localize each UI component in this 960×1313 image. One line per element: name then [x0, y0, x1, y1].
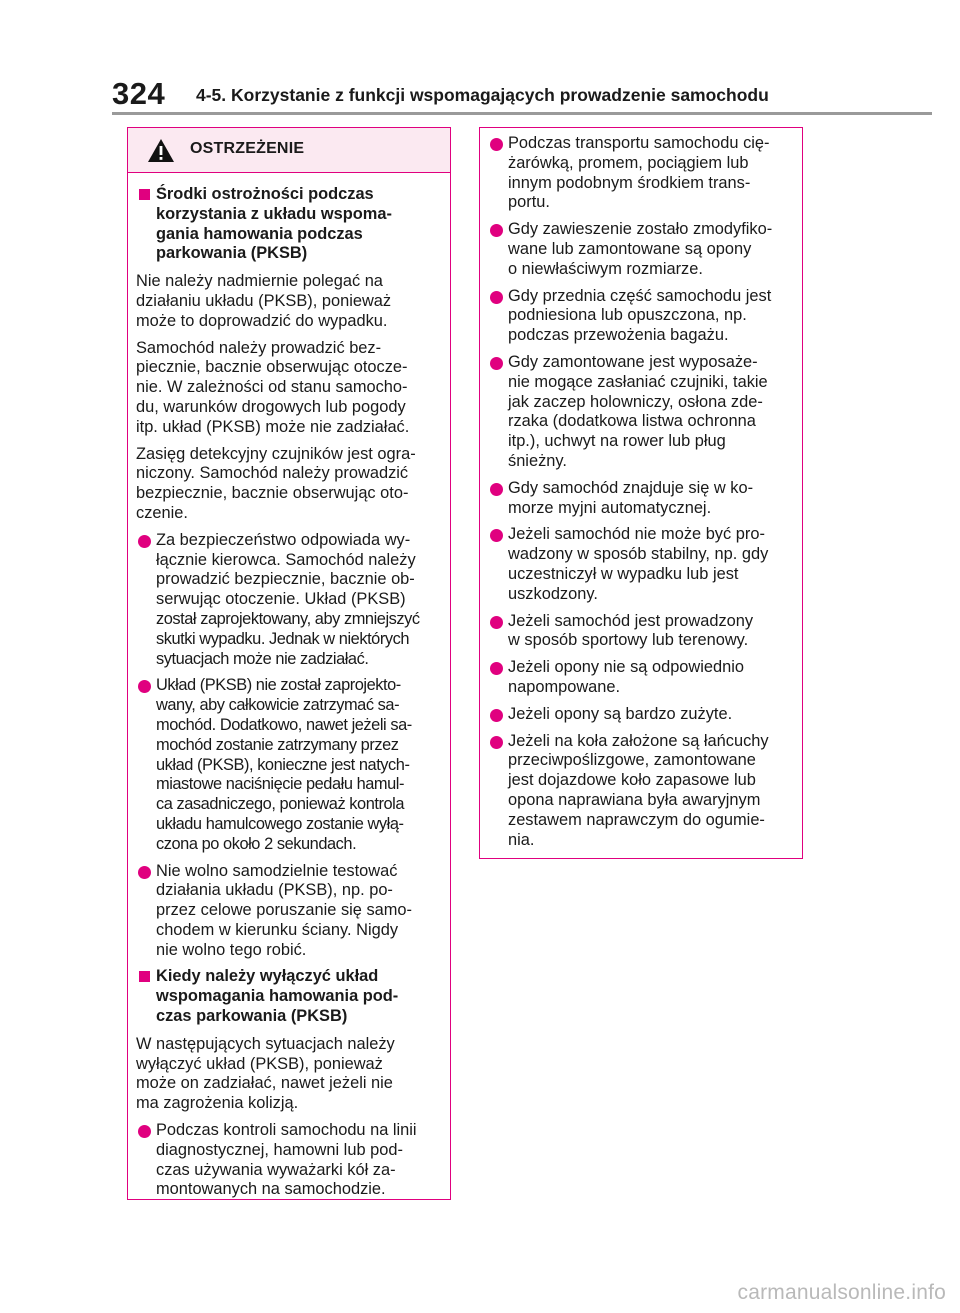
- bullet-item: [136, 676, 444, 854]
- bullet-text: Układ (PKSB) nie został zaprojekto- wany, aby całkowicie zatrzymać sa- mochód. Dodatkowo, nawet jeżeli sa- mochód zostanie zatrzymany przez układ (PKSB), konieczne jest natych- miastowe naciśnięcie pedału hamul- ca zasadniczego, ponieważ kontrola układu hamulcowego zostanie wyłą- czona po około 2 sekundach.: [156, 676, 412, 853]
- bullet-text-condensed: został zaprojektowany, aby zmniejszyć skutki wypadku. Jednak w niektórych sytuacjach może nie zadziałać.: [156, 609, 420, 668]
- round-bullet-icon: [490, 357, 503, 370]
- round-bullet-icon: [490, 291, 503, 304]
- paragraph: Nie należy nadmiernie polegać na działaniu układu (PKSB), ponieważ może to doprowadzić do wypadku.: [136, 272, 392, 330]
- subheading-text: Kiedy należy wyłączyć układ wspomagania hamowania pod- czas parkowania (PKSB): [156, 967, 399, 1026]
- warning-title: OSTRZEŻENIE: [190, 140, 305, 157]
- round-bullet-icon: [490, 138, 503, 151]
- bullet-item: [488, 353, 796, 472]
- bullet-item: [488, 134, 796, 213]
- page-number: 324: [112, 76, 166, 111]
- bullet-text: Gdy przednia część samochodu jest podniesiona lub opuszczona, np. podczas przewożenia bagażu.: [508, 286, 772, 345]
- bullet-text: Za bezpieczeństwo odpowiada wy- łącznie kierowca. Samochód należy prowadzić bezpiecznie, bacznie ob- serwując otoczenie. Układ (PKSB): [156, 530, 416, 609]
- bullet-text: Gdy zawieszenie zostało zmodyfiko- wane lub zamontowane są opony o niewłaściwym rozmiarze.: [508, 220, 773, 278]
- round-bullet-icon: [490, 709, 503, 722]
- warning-box-left: [127, 127, 451, 1200]
- round-bullet-icon: [138, 535, 151, 548]
- bullet-text: Jeżeli samochód jest prowadzony w sposób sportowy lub terenowy.: [508, 611, 754, 650]
- bullet-text: Gdy samochód znajduje się w ko- morze myjni automatycznej.: [508, 478, 754, 517]
- bullet-item: [488, 287, 796, 346]
- bullet-item: [488, 220, 796, 279]
- round-bullet-icon: [138, 680, 151, 693]
- round-bullet-icon: [138, 866, 151, 879]
- paragraph: Zasięg detekcyjny czujników jest ogra- niczony. Samochód należy prowadzić bezpiecznie, bacznie obserwując oto- czenie.: [136, 444, 416, 522]
- round-bullet-icon: [490, 616, 503, 629]
- bullet-item: [488, 612, 796, 652]
- bullet-item: [488, 732, 796, 851]
- bullet-item: [136, 531, 444, 670]
- bullet-text: Nie wolno samodzielnie testować działania układu (PKSB), np. po- przez celowe poruszanie się samo- chodem w kierunku ściany. Nigdy nie wolno tego robić.: [156, 861, 412, 959]
- paragraph: Samochód należy prowadzić bez- piecznie, bacznie obserwując otocze- nie. W zależności od stanu samocho- du, warunków drogowych lub pogody itp. układ (PKSB) może nie zadziałać.: [136, 338, 410, 436]
- paragraph: W następujących sytuacjach należy wyłączyć układ (PKSB), ponieważ może on zadziałać, nawet jeżeli nie ma zagrożenia kolizją.: [136, 1034, 395, 1113]
- round-bullet-icon: [490, 224, 503, 237]
- bullet-text: Podczas transportu samochodu cię- żarówką, promem, pociągiem lub innym podobnym środkiem trans- portu.: [508, 134, 770, 212]
- subheading-text: Środki ostrożności podczas korzystania z układu wspoma- gania hamowania podczas parkowania (PKSB): [156, 185, 392, 263]
- warning-content-right: [480, 128, 802, 850]
- warning-header: [128, 128, 450, 173]
- round-bullet-icon: [490, 736, 503, 749]
- warning-triangle-icon: [147, 138, 175, 163]
- bullet-item: [136, 1121, 444, 1200]
- bullet-text: Podczas kontroli samochodu na linii diagnostycznej, hamowni lub pod- czas używania wyważarki kół za- montowanych na samochodzie.: [156, 1121, 417, 1199]
- bullet-item: [488, 658, 796, 698]
- square-bullet-icon: [139, 189, 150, 200]
- warning-content-left: [128, 173, 450, 1200]
- bullet-text: Gdy zamontowane jest wyposaże- nie mogące zasłaniać czujniki, takie jak zaczep holowniczy, osłona zde- rzaka (dodatkowa listwa ochronna itp.), uchwyt na rower lub pług śnieżny.: [508, 352, 768, 470]
- round-bullet-icon: [490, 483, 503, 496]
- subheading: [136, 185, 444, 264]
- section-title: 4-5. Korzystanie z funkcji wspomagających prowadzenie samochodu: [196, 85, 769, 105]
- round-bullet-icon: [490, 529, 503, 542]
- round-bullet-icon: [138, 1125, 151, 1138]
- square-bullet-icon: [139, 971, 150, 982]
- site-watermark: carmanualsonline.info: [737, 1281, 946, 1304]
- bullet-item: [488, 705, 796, 725]
- bullet-item: [136, 862, 444, 961]
- subheading: [136, 967, 444, 1026]
- bullet-text: Jeżeli opony są bardzo zużyte.: [508, 704, 733, 723]
- bullet-item: [488, 525, 796, 604]
- bullet-text: Jeżeli opony nie są odpowiednio napompowane.: [508, 658, 745, 696]
- round-bullet-icon: [490, 662, 503, 675]
- bullet-text: Jeżeli samochód nie może być pro- wadzony w sposób stabilny, np. gdy uczestniczył w wypadku lub jest uszkodzony.: [508, 525, 769, 603]
- header-rule: [112, 112, 932, 115]
- bullet-item: [488, 479, 796, 519]
- bullet-text: Jeżeli na koła założone są łańcuchy przeciwpoślizgowe, zamontowane jest dojazdowe koło zapasowe lub opona naprawiana była awaryjnym zestawem naprawczym do ogumie- nia.: [508, 731, 769, 849]
- page-header: [0, 0, 960, 120]
- warning-box-right: [479, 127, 803, 859]
